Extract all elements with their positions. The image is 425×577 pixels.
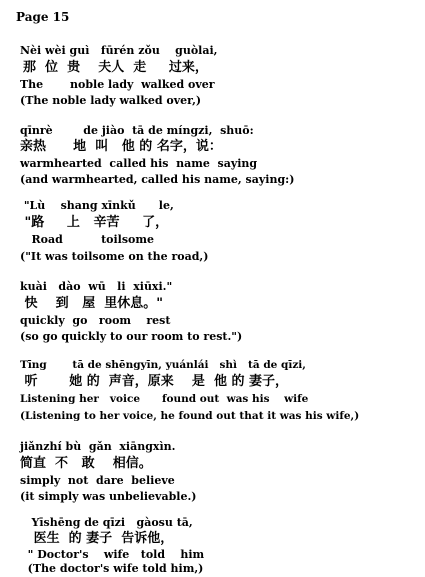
hanzi-line: 快 到 屋 里休息。" (20, 296, 164, 311)
gloss-line: " Doctor's wife told him (20, 548, 205, 561)
pinyin-line: Nèi wèi guì fūrén zǒu guòlai, (20, 44, 218, 57)
gloss-line: Listening her voice found out was his wife (20, 393, 309, 405)
gloss-line: Road toilsome (20, 233, 155, 246)
english-line: (The doctor's wife told him,) (20, 562, 204, 575)
gloss-line: simply not dare believe (20, 474, 175, 487)
pinyin-line: jiǎnzhí bù gǎn xiāngxìn. (20, 440, 176, 453)
gloss-line: The noble lady walked over (20, 78, 215, 91)
hanzi-line: 那 位 贵 夫人 走 过来， (23, 60, 208, 75)
gloss-line: quickly go room rest (20, 314, 171, 327)
pinyin-line: "Lù shang xīnkǔ le, (20, 199, 174, 212)
hanzi-line: 亲热 地 叫 他 的 名字，说： (20, 139, 222, 154)
english-line: (it simply was unbelievable.) (20, 490, 197, 503)
pinyin-line: kuài dào wū li xiūxi." (20, 280, 173, 293)
english-line: (and warmhearted, called his name, saying:) (20, 173, 295, 186)
pinyin-line: Yīshēng de qīzi gàosu tā, (20, 516, 193, 529)
english-line: (The noble lady walked over,) (20, 94, 202, 107)
hanzi-line: 医生 的 妻子 告诉他， (20, 531, 174, 546)
pinyin-line: Tīng tā de shēngyīn, yuánlái shì tā de qīzi, (20, 359, 306, 371)
english-line: (so go quickly to our room to rest.") (20, 330, 243, 343)
hanzi-line: 简直 不 敢 相信。 (20, 456, 152, 471)
gloss-line: warmhearted called his name saying (20, 157, 258, 170)
english-line: (Listening to her voice, he found out that it was his wife,) (20, 410, 360, 422)
hanzi-line: 听 她 的 声音，原来 是 他 的 妻子， (20, 374, 288, 389)
english-line: ("It was toilsome on the road,) (20, 250, 209, 263)
hanzi-line: "路 上 辛苦 了， (20, 215, 169, 230)
pinyin-line: qīnrè de jiào tā de míngzi, shuō: (20, 124, 254, 137)
page-label: Page 15 (16, 10, 70, 24)
